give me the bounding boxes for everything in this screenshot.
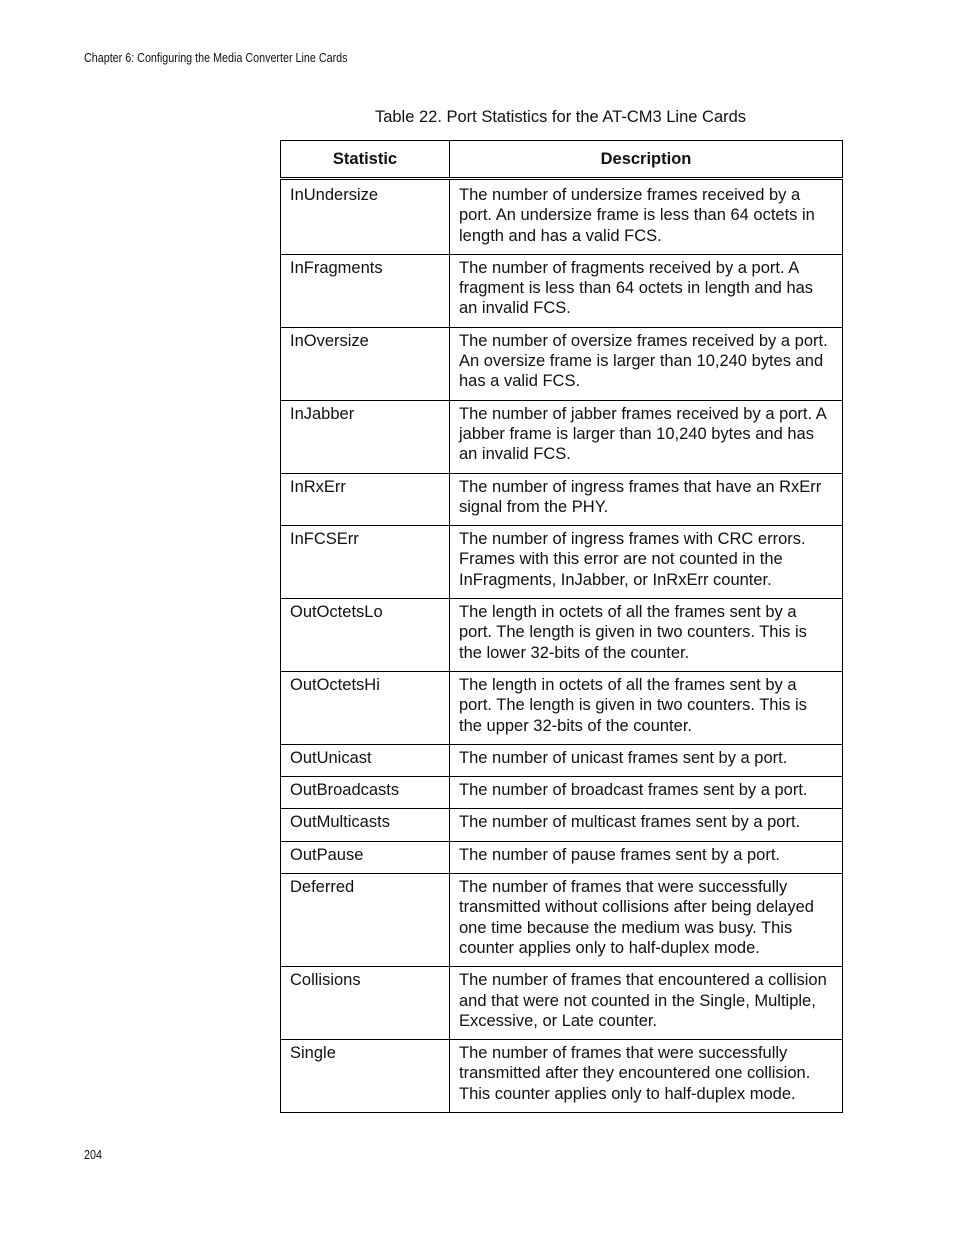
description-cell: The number of multicast frames sent by a port. xyxy=(450,809,843,841)
description-cell: The length in octets of all the frames sent by a port. The length is given in two counters. This is the upper 32-bits of the counter. xyxy=(450,671,843,744)
description-cell: The number of ingress frames that have an RxErr signal from the PHY. xyxy=(450,473,843,526)
description-cell: The number of undersize frames received by a port. An undersize frame is less than 64 octets in length and has a valid FCS. xyxy=(450,179,843,255)
column-header-statistic: Statistic xyxy=(281,141,450,179)
statistic-cell: OutBroadcasts xyxy=(281,777,450,809)
table-row xyxy=(281,967,843,1040)
table-header-row xyxy=(281,141,843,179)
table-row xyxy=(281,327,843,400)
description-cell: The number of unicast frames sent by a port. xyxy=(450,744,843,776)
table-caption: Table 22. Port Statistics for the AT-CM3 Line Cards xyxy=(374,108,747,126)
statistic-cell: InUndersize xyxy=(281,179,450,255)
description-cell: The number of frames that were successfully transmitted without collisions after being delayed one time because the medium was busy. This counter applies only to half-duplex mode. xyxy=(450,874,843,967)
port-statistics-table xyxy=(280,140,843,1113)
description-cell: The number of frames that encountered a collision and that were not counted in the Single, Multiple, Excessive, or Late counter. xyxy=(450,967,843,1040)
statistic-cell: OutOctetsLo xyxy=(281,599,450,672)
statistic-cell: OutPause xyxy=(281,841,450,873)
description-cell: The number of fragments received by a port. A fragment is less than 64 octets in length and has an invalid FCS. xyxy=(450,254,843,327)
description-cell: The length in octets of all the frames sent by a port. The length is given in two counters. This is the lower 32-bits of the counter. xyxy=(450,599,843,672)
column-header-description: Description xyxy=(450,141,843,179)
statistic-cell: InOversize xyxy=(281,327,450,400)
table-row xyxy=(281,179,843,255)
page-number: 204 xyxy=(84,1148,102,1162)
statistic-cell: Deferred xyxy=(281,874,450,967)
description-cell: The number of ingress frames with CRC errors. Frames with this error are not counted in the InFragments, InJabber, or InRxErr counter. xyxy=(450,526,843,599)
description-cell: The number of broadcast frames sent by a port. xyxy=(450,777,843,809)
statistic-cell: Single xyxy=(281,1040,450,1113)
table-row xyxy=(281,473,843,526)
table-row xyxy=(281,671,843,744)
description-cell: The number of jabber frames received by a port. A jabber frame is larger than 10,240 bytes and has an invalid FCS. xyxy=(450,400,843,473)
table-row xyxy=(281,1040,843,1113)
statistic-cell: Collisions xyxy=(281,967,450,1040)
statistic-cell: OutMulticasts xyxy=(281,809,450,841)
table-row xyxy=(281,254,843,327)
description-cell: The number of oversize frames received by a port. An oversize frame is larger than 10,240 bytes and has a valid FCS. xyxy=(450,327,843,400)
table-row xyxy=(281,744,843,776)
table-row xyxy=(281,400,843,473)
statistic-cell: InFragments xyxy=(281,254,450,327)
table-row xyxy=(281,809,843,841)
statistic-cell: OutUnicast xyxy=(281,744,450,776)
running-header: Chapter 6: Configuring the Media Converter Line Cards xyxy=(84,51,348,65)
statistic-cell: InRxErr xyxy=(281,473,450,526)
table-row xyxy=(281,526,843,599)
statistic-cell: InJabber xyxy=(281,400,450,473)
description-cell: The number of pause frames sent by a port. xyxy=(450,841,843,873)
statistic-cell: InFCSErr xyxy=(281,526,450,599)
table-row xyxy=(281,841,843,873)
statistic-cell: OutOctetsHi xyxy=(281,671,450,744)
description-cell: The number of frames that were successfully transmitted after they encountered one collision. This counter applies only to half-duplex mode. xyxy=(450,1040,843,1113)
table-row xyxy=(281,599,843,672)
table-row xyxy=(281,777,843,809)
table-row xyxy=(281,874,843,967)
